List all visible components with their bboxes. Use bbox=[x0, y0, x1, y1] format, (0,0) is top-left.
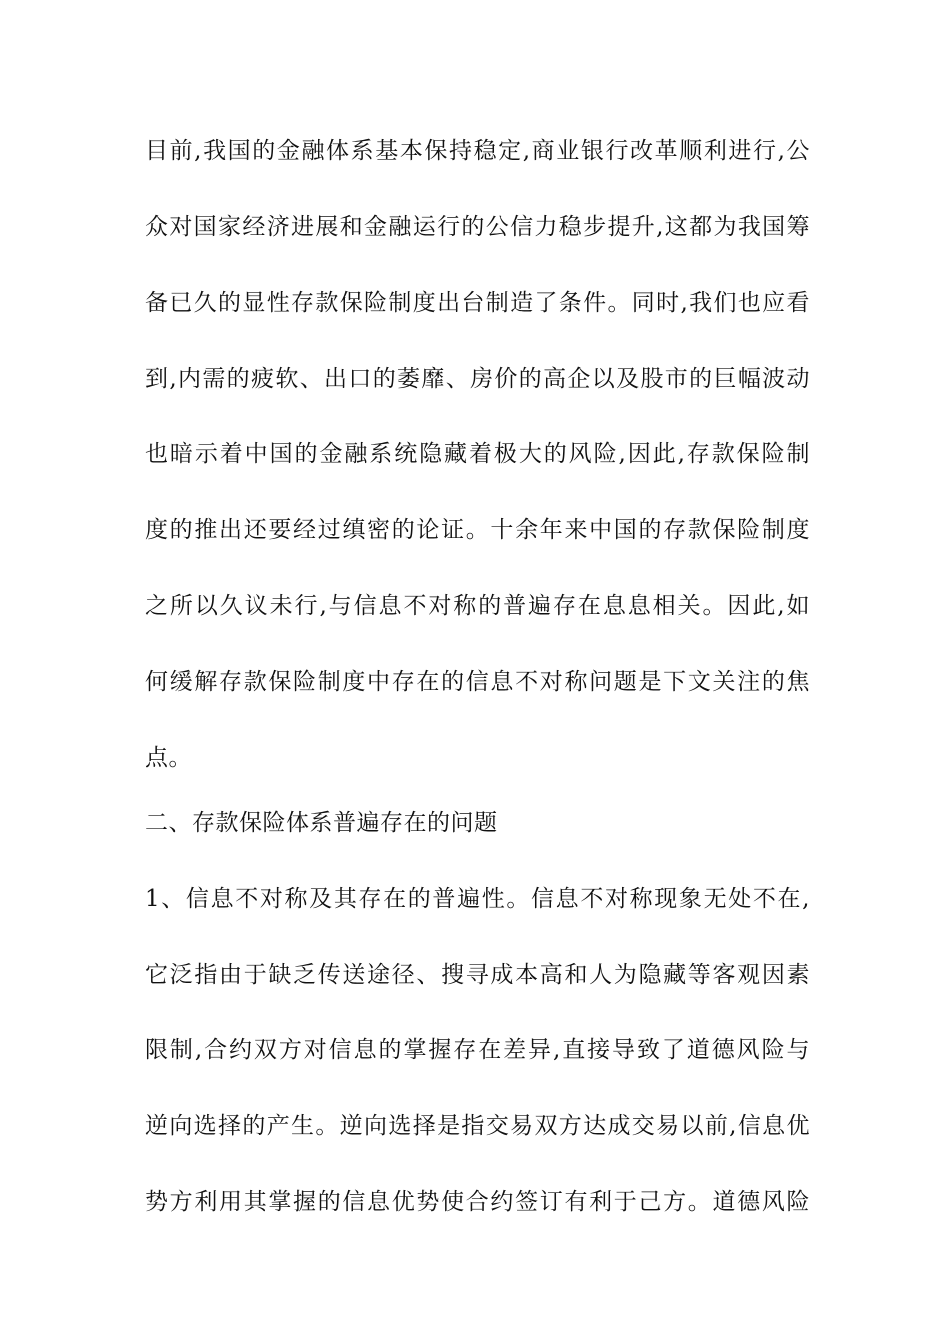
paragraph-line-1: 目前,我国的金融体系基本保持稳定,商业银行改革顺利进行,公 bbox=[145, 138, 810, 164]
paragraph-line-4: 到,内需的疲软、出口的萎靡、房价的高企以及股市的巨幅波动 bbox=[145, 366, 810, 392]
paragraph-line-14: 逆向选择的产生。逆向选择是指交易双方达成交易以前,信息优 bbox=[145, 1113, 810, 1139]
paragraph-line-2: 众对国家经济进展和金融运行的公信力稳步提升,这都为我国筹 bbox=[145, 214, 810, 240]
paragraph-line-12: 它泛指由于缺乏传送途径、搜寻成本高和人为隐藏等客观因素 bbox=[145, 962, 810, 988]
paragraph-line-6: 度的推出还要经过缜密的论证。十余年来中国的存款保险制度 bbox=[145, 517, 810, 543]
paragraph-line-13: 限制,合约双方对信息的掌握存在差异,直接导致了道德风险与 bbox=[145, 1037, 810, 1063]
paragraph-line-8: 何缓解存款保险制度中存在的信息不对称问题是下文关注的焦 bbox=[145, 669, 810, 695]
paragraph-line-3: 备已久的显性存款保险制度出台制造了条件。同时,我们也应看 bbox=[145, 290, 810, 316]
paragraph-line-11: 1、信息不对称及其存在的普遍性。信息不对称现象无处不在, bbox=[145, 886, 810, 912]
section-heading: 二、存款保险体系普遍存在的问题 bbox=[145, 810, 498, 836]
paragraph-line-5: 也暗示着中国的金融系统隐藏着极大的风险,因此,存款保险制 bbox=[145, 441, 810, 467]
paragraph-line-15: 势方利用其掌握的信息优势使合约签订有利于己方。道德风险 bbox=[145, 1189, 810, 1215]
paragraph-line-7: 之所以久议未行,与信息不对称的普遍存在息息相关。因此,如 bbox=[145, 593, 810, 619]
paragraph-line-9: 点。 bbox=[145, 745, 192, 771]
